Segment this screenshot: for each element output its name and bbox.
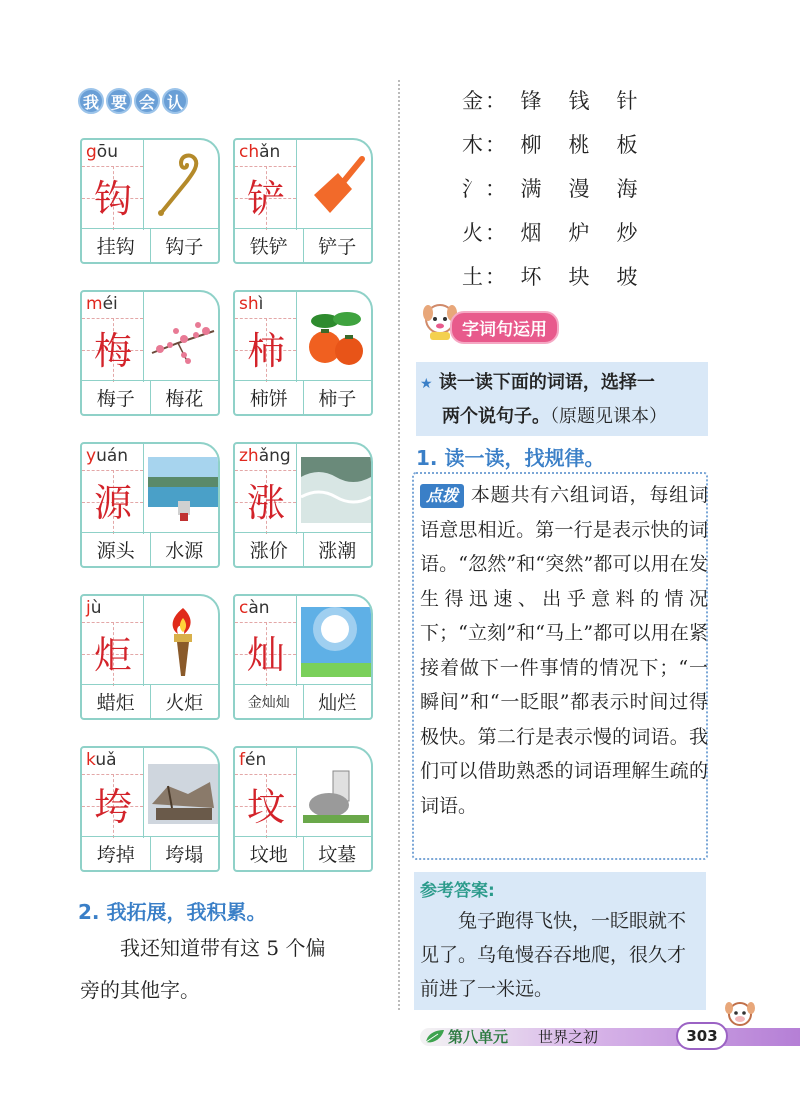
section2-title: 2. 我拓展，我积累。 — [78, 900, 267, 924]
word-example: 挂钩 — [82, 229, 151, 262]
pinyin-final: ù — [90, 598, 102, 618]
pinyin-final: uǎ — [95, 750, 117, 770]
dianbo-tag: 点拨 — [420, 484, 464, 508]
tide-icon — [301, 450, 371, 530]
example-character: 块 — [568, 265, 592, 289]
character-card — [80, 594, 220, 720]
water-source-icon — [148, 450, 218, 530]
word-example: 水源 — [165, 540, 204, 562]
answer-label: 参考答案: — [420, 881, 495, 901]
example-character: 海 — [616, 177, 640, 201]
radical-row — [460, 122, 652, 166]
pinyin — [86, 750, 144, 776]
pinyin-initial: m — [86, 294, 103, 314]
task-line1 — [420, 368, 655, 394]
header-char: 会 — [134, 88, 160, 114]
footer-unit: 第八单元 — [448, 1028, 509, 1046]
character-card — [80, 442, 220, 568]
column-divider — [398, 80, 400, 1010]
banner-label: 字词句运用 — [450, 311, 559, 344]
word-example: 涨潮 — [318, 540, 357, 562]
task-text-line1: 读一读下面的词语，选择一 — [438, 372, 655, 393]
character-card — [80, 746, 220, 872]
word-example: 坟地 — [235, 837, 304, 870]
word-examples — [235, 532, 371, 566]
task-line2 — [442, 402, 667, 428]
radical-label: 火： — [462, 221, 508, 245]
word-examples — [235, 380, 371, 414]
hanzi-character: 钩 — [93, 177, 132, 221]
word-examples — [82, 532, 218, 566]
pinyin-final: ǎng — [258, 446, 291, 466]
shovel-icon — [301, 146, 371, 226]
persimmon-icon — [301, 298, 371, 378]
hanzi-character: 涨 — [246, 481, 285, 525]
pinyin — [86, 294, 144, 320]
word-examples — [82, 380, 218, 414]
character-card — [233, 138, 373, 264]
zici-ju-yunyong-banner — [418, 305, 596, 345]
hanzi-character: 柿 — [246, 329, 285, 373]
example-character: 坏 — [520, 265, 544, 289]
pinyin-initial: g — [86, 142, 97, 162]
hanzi-character: 源 — [93, 481, 132, 525]
word-example: 金灿灿 — [235, 685, 304, 718]
example-character: 炉 — [568, 221, 592, 245]
character-card — [80, 138, 220, 264]
radical-row — [460, 166, 652, 210]
word-example: 柿饼 — [235, 381, 304, 414]
section-header-wo-yao-hui-ren — [78, 88, 188, 114]
pinyin-initial: sh — [239, 294, 259, 314]
character-card — [233, 442, 373, 568]
word-example: 梅花 — [165, 388, 204, 410]
hanzi — [82, 168, 144, 230]
example-character: 满 — [520, 177, 544, 201]
mascot-cow-icon — [720, 994, 760, 1034]
radical-label: 氵： — [462, 177, 508, 201]
hanzi — [82, 624, 144, 686]
example-character: 坡 — [616, 265, 640, 289]
dianbo-paragraph — [420, 478, 708, 823]
word-example: 梅子 — [82, 381, 151, 414]
word-example: 涨价 — [235, 533, 304, 566]
word-example: 蜡炬 — [82, 685, 151, 718]
hook-icon — [148, 146, 218, 226]
pinyin — [239, 446, 297, 472]
hanzi — [82, 776, 144, 838]
hanzi-character: 梅 — [93, 329, 132, 373]
section2-paragraph-line2: 旁的其他字。 — [80, 978, 200, 1002]
word-examples — [82, 228, 218, 262]
pinyin-final: ì — [258, 294, 264, 314]
word-example: 灿烂 — [318, 692, 357, 714]
example-character: 锋 — [520, 89, 544, 113]
word-examples — [82, 836, 218, 870]
word-examples — [235, 228, 371, 262]
task-text-line2: 两个说句子。 — [442, 406, 550, 427]
example-character: 漫 — [568, 177, 592, 201]
dianbo-explanation-box — [412, 472, 708, 860]
hanzi — [82, 320, 144, 382]
example-character: 柳 — [520, 133, 544, 157]
example-character: 烟 — [520, 221, 544, 245]
pinyin-initial: y — [86, 446, 97, 466]
word-example: 铁铲 — [235, 229, 304, 262]
pinyin-final: uán — [96, 446, 129, 466]
hanzi-character: 灿 — [246, 633, 285, 677]
radical-character-list — [460, 78, 652, 298]
answer-text: 兔子跑得飞快，一眨眼就不见了。乌龟慢吞吞地爬，很久才前进了一米远。 — [420, 910, 687, 1000]
character-card — [80, 290, 220, 416]
task-box — [416, 362, 708, 436]
pinyin-initial: j — [86, 598, 91, 618]
pinyin — [86, 598, 144, 624]
pinyin — [239, 294, 297, 320]
pinyin-initial: zh — [239, 446, 259, 466]
word-example: 钩子 — [165, 236, 204, 258]
pinyin — [239, 598, 297, 624]
hanzi — [82, 472, 144, 534]
character-card — [233, 746, 373, 872]
page-number: 303 — [676, 1022, 728, 1050]
example-character: 针 — [616, 89, 640, 113]
tomb-icon — [301, 754, 371, 834]
pinyin-final: én — [245, 750, 267, 770]
hanzi-character: 铲 — [246, 177, 285, 221]
word-example: 源头 — [82, 533, 151, 566]
leaf-icon — [424, 1028, 446, 1046]
sun-icon — [301, 602, 371, 682]
pinyin-final: ǎn — [259, 142, 281, 162]
radical-label: 土： — [462, 265, 508, 289]
example-character: 钱 — [568, 89, 592, 113]
hanzi-character: 垮 — [93, 785, 132, 829]
radical-label: 金： — [462, 89, 508, 113]
character-card — [233, 290, 373, 416]
reference-answer-box — [414, 872, 706, 1010]
section1-title: 1. 读一读，找规律。 — [416, 446, 605, 470]
pinyin-initial: ch — [239, 142, 260, 162]
example-character: 板 — [616, 133, 640, 157]
word-example: 垮塌 — [165, 844, 204, 866]
header-char: 要 — [106, 88, 132, 114]
header-char: 认 — [162, 88, 188, 114]
word-example: 火炬 — [165, 692, 204, 714]
hanzi — [235, 624, 297, 686]
pinyin-final: ōu — [96, 142, 118, 162]
pinyin-initial: c — [239, 598, 249, 618]
pinyin — [86, 142, 144, 168]
pinyin-initial: k — [86, 750, 96, 770]
pinyin-initial: f — [239, 750, 245, 770]
page-footer — [420, 1024, 800, 1050]
task-note: （原题见课本） — [550, 406, 667, 427]
character-card — [233, 594, 373, 720]
radical-row — [460, 78, 652, 122]
radical-row — [460, 254, 652, 298]
plum-blossom-icon — [148, 298, 218, 378]
pinyin — [239, 142, 297, 168]
word-examples — [235, 684, 371, 718]
example-character: 炒 — [616, 221, 640, 245]
pinyin-final: éi — [102, 294, 118, 314]
pinyin — [86, 446, 144, 472]
radical-row — [460, 210, 652, 254]
collapsed-house-icon — [148, 754, 218, 834]
section2-paragraph-line1: 我还知道带有这 5 个偏 — [120, 936, 326, 960]
dianbo-text: 本题共有六组词语，每组词语意思相近。第一行是表示快的词语。“忽然”和“突然”都可以用在发生得迅速、出乎意料的情况下；“立刻”和“马上”都可以用在紧接着做下一件事情的情况下；“一瞬间”和“一眨眼”都表示时间过得极快。第二行是表示慢的词语。我们可以借助熟悉的词语理解生疏的词语。 — [420, 484, 708, 817]
header-char: 我 — [78, 88, 104, 114]
pinyin-final: àn — [248, 598, 270, 618]
word-examples — [82, 684, 218, 718]
word-examples — [235, 836, 371, 870]
word-example: 坟墓 — [318, 844, 357, 866]
hanzi — [235, 168, 297, 230]
word-example: 柿子 — [318, 388, 357, 410]
torch-icon — [148, 602, 218, 682]
radical-label: 木： — [462, 133, 508, 157]
example-character: 桃 — [568, 133, 592, 157]
hanzi — [235, 472, 297, 534]
footer-title: 世界之初 — [538, 1028, 599, 1046]
hanzi — [235, 776, 297, 838]
word-example: 垮掉 — [82, 837, 151, 870]
pinyin — [239, 750, 297, 776]
hanzi-character: 炬 — [93, 633, 132, 677]
hanzi — [235, 320, 297, 382]
word-example: 铲子 — [318, 236, 357, 258]
star-icon: ★ — [420, 376, 433, 392]
hanzi-character: 坟 — [246, 785, 285, 829]
